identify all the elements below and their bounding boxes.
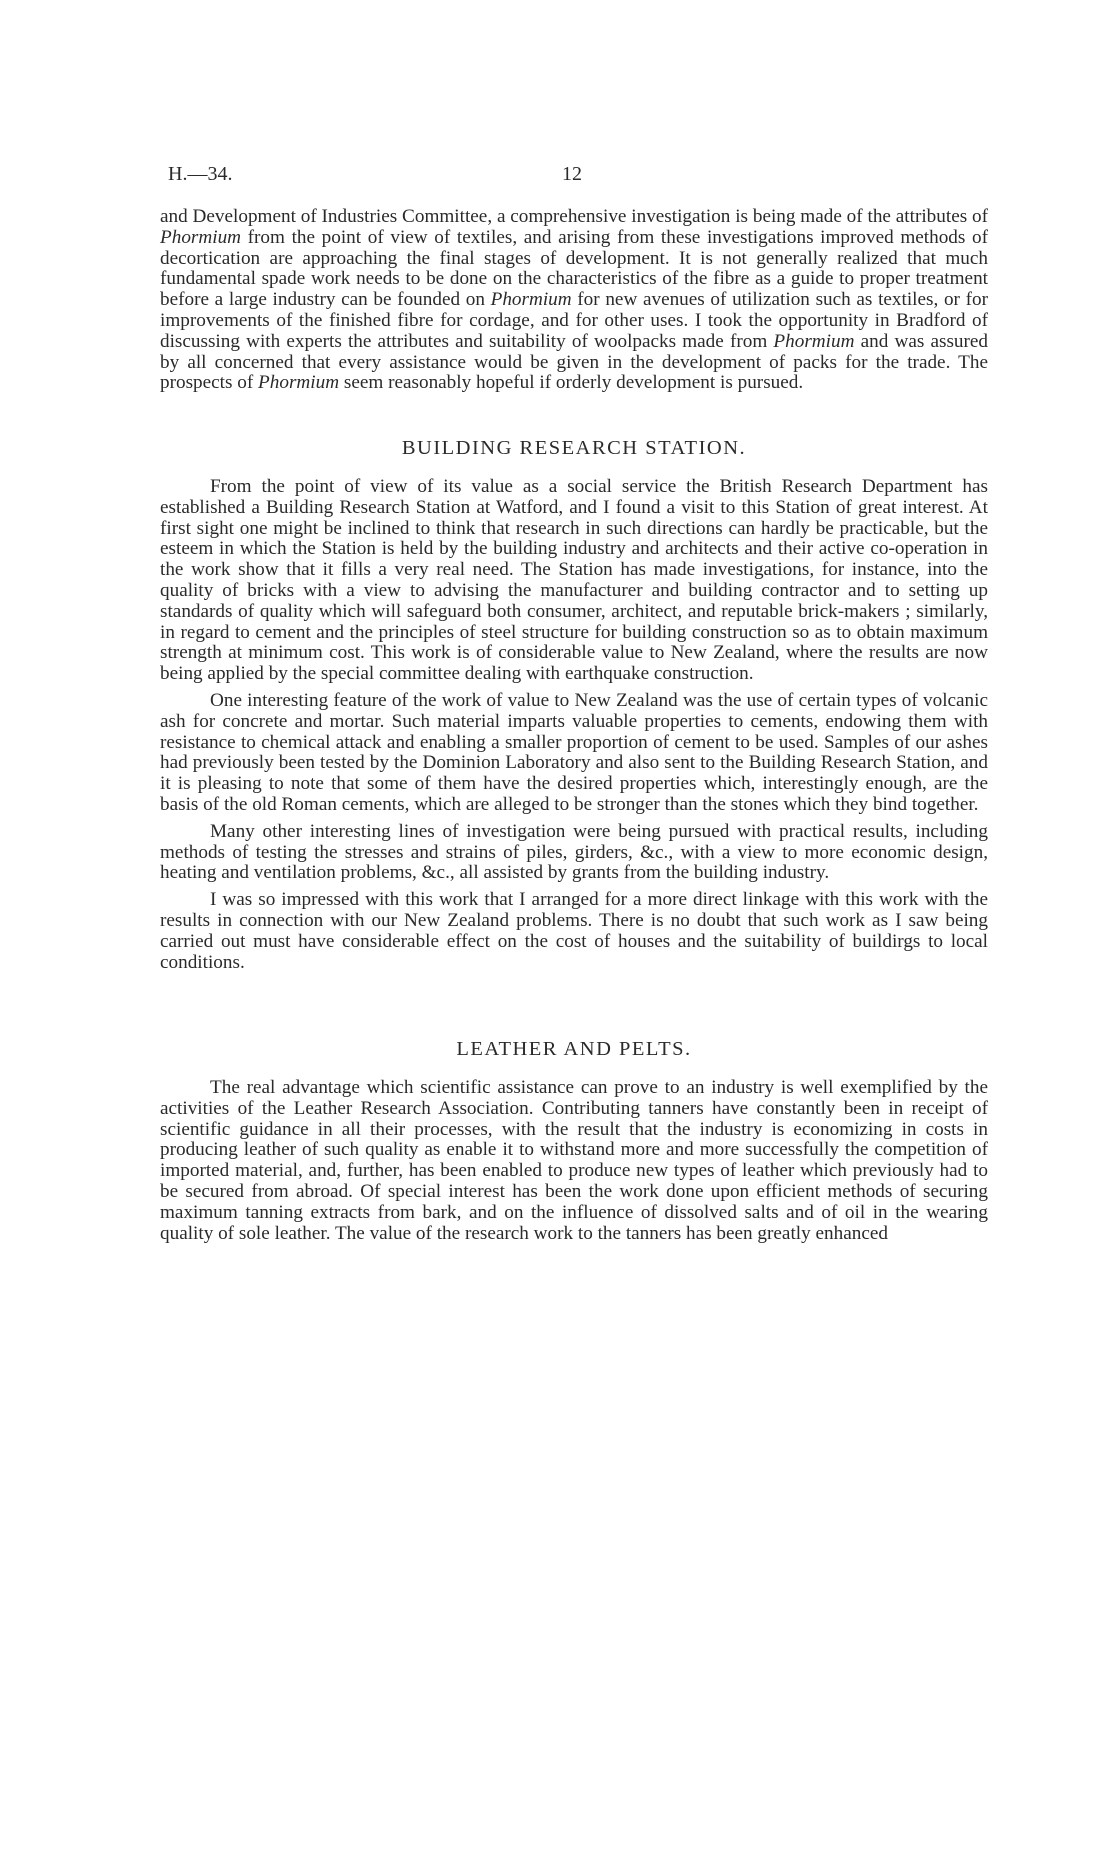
- document-reference: H.—34.: [168, 163, 233, 185]
- paragraph: From the point of view of its value as a social service the British Research Department has established a Building Research Station at Watford, and I found a visit to this Station of great interest. At first sight one might be inclined to think that research in such directions can hardly be practicable, but the esteem in which the Station is held by the building industry and architects and their active co-operation in the work show that it fills a very real need. The Station has made investigations, for instance, into the quality of bricks with a view to advising the manufacturer and building contractor and to setting up standards of quality which will safeguard both consumer, architect, and reputable brick-makers ; similarly, in regard to cement and the principles of steel structure for building construction so as to obtain maximum strength at minimum cost. This work is of considerable value to New Zealand, where the results are now being applied by the special committee dealing with earthquake construction.: [160, 475, 988, 685]
- text-run: for new avenues of utilization such as textiles, or for improvements of the finished fibre for cordage, and for other uses. I took the opportunity in Bradford of discussing with experts the attributes and suitability of woolpacks made from: [160, 289, 988, 352]
- italic-term: Phormium: [490, 289, 572, 311]
- section-heading-building-research: BUILDING RESEARCH STATION.: [401, 437, 747, 460]
- italic-term: Phormium: [160, 226, 242, 248]
- paragraph: The real advantage which scientific assistance can prove to an industry is well exemplified by the activities of the Leather Research Association. Contributing tanners have constantly been in receipt of scientific guidance in all their processes, with the result that the industry is economizing in costs in producing leather of such quality as enable it to withstand more and more successfully the competition of imported material, and, further, has been enabled to produce new types of leather which previously had to be secured from abroad. Of special interest has been the work done upon efficient methods of securing maximum tanning extracts from bark, and on the influence of dissolved salts and of oil in the wearing quality of sole leather. The value of the research work to the tanners has been greatly enhanced: [160, 1077, 988, 1244]
- paragraph-continued: [160, 207, 988, 394]
- text-run: from the point of view of textiles, and arising from these investigations improved methods of decortication are approaching the final stages of development. It is not generally realized that much fundamental spade work needs to be done on the characteristics of the fibre as a guide to proper treatment before a large industry can be founded on: [160, 226, 988, 311]
- paragraph: One interesting feature of the work of value to New Zealand was the use of certain types of volcanic ash for concrete and mortar. Such material imparts valuable properties to cements, endowing them with resistance to chemical attack and enabling a smaller proportion of cement to be used. Samples of our ashes had previously been tested by the Dominion Laboratory and also sent to the Building Research Station, and it is pleasing to note that some of them have the desired properties which, interestingly enough, are the basis of the old Roman cements, which are alleged to be stronger than the stones which they bind together.: [160, 689, 988, 815]
- running-header: [168, 163, 980, 191]
- body-text: [160, 207, 988, 1244]
- section-heading-leather: LEATHER AND PELTS.: [456, 1038, 692, 1061]
- text-run: seem reasonably hopeful if orderly development is pursued.: [339, 372, 804, 394]
- paragraph: Many other interesting lines of investigation were being pursued with practical results, including methods of testing the stresses and strains of piles, girders, &c., with a view to more economic design, heating and ventilation problems, &c., all assisted by grants from the building industry.: [160, 820, 988, 884]
- italic-term: Phormium: [258, 372, 340, 394]
- text-run: and was assured by all concerned that every assistance would be given in the development of packs for the trade. The prospects of: [160, 330, 989, 394]
- text-run: and Development of Industries Committee, a comprehensive investigation is being made of the attributes of: [160, 206, 988, 227]
- page-number: 12: [562, 163, 582, 185]
- paragraph: I was so impressed with this work that I arranged for a more direct linkage with this work with the results in connection with our New Zealand problems. There is no doubt that such work as I saw being carried out must have considerable effect on the cost of houses and the suitability of buildirgs to local conditions.: [160, 889, 988, 973]
- italic-term: Phormium: [773, 330, 855, 352]
